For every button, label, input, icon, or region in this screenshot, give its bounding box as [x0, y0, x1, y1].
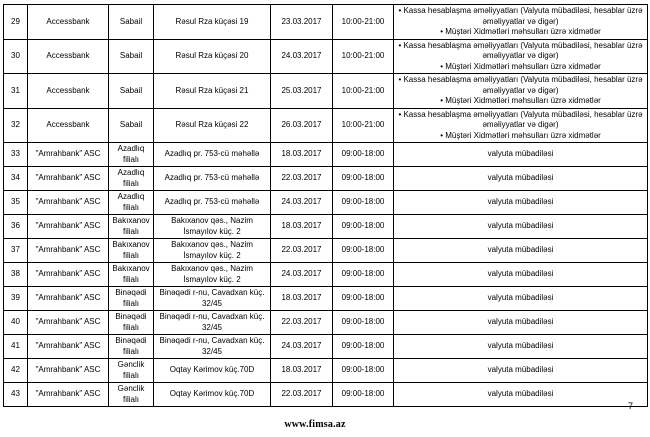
cell-date: 24.03.2017	[271, 335, 333, 359]
cell-time: 10:00-21:00	[333, 108, 394, 143]
table-row	[4, 215, 648, 239]
cell-services: valyuta mübadiləsi	[394, 311, 648, 335]
table-row	[4, 143, 648, 167]
cell-time: 09:00-18:00	[333, 215, 394, 239]
cell-date: 24.03.2017	[271, 39, 333, 74]
service-bullet-item: • Kassa hesablaşma əməliyyatları (Valyuta mübadiləsi, hesablar üzrə əməliyyatlar və digər)	[398, 40, 643, 60]
cell-row-number: 30	[4, 39, 28, 74]
cell-date: 23.03.2017	[271, 5, 333, 40]
cell-row-number: 38	[4, 263, 28, 287]
table-row	[4, 287, 648, 311]
table-row	[4, 383, 648, 407]
service-bullet-item: • Kassa hesablaşma əməliyyatları (Valyuta mübadiləsi, hesablar üzrə əməliyyatlar və digər)	[398, 6, 643, 26]
cell-address: Binəqədi r-nu, Cavadxan küç. 32/45	[154, 311, 271, 335]
cell-date: 22.03.2017	[271, 239, 333, 263]
cell-bank-name: "Amrahbank" ASC	[28, 263, 109, 287]
service-bullet-item: • Müştəri Xidmətləri məhsulları üzrə xidmətlər	[440, 130, 601, 140]
service-bullet-item: • Müştəri Xidmətləri məhsulları üzrə xidmətlər	[440, 27, 601, 36]
cell-services	[394, 108, 648, 143]
cell-date: 22.03.2017	[271, 383, 333, 407]
cell-bank-name: "Amrahbank" ASC	[28, 215, 109, 239]
cell-branch-name: Azadlıq filialı	[109, 143, 154, 167]
service-bullet-item: • Müştəri Xidmətləri məhsulları üzrə xidmətlər	[440, 96, 601, 105]
cell-bank-name: Accessbank	[28, 74, 109, 109]
cell-bank-name: Accessbank	[28, 5, 109, 40]
cell-time: 09:00-18:00	[333, 335, 394, 359]
table-row	[4, 74, 648, 109]
table-row	[4, 335, 648, 359]
cell-time: 09:00-18:00	[333, 359, 394, 383]
cell-time: 10:00-21:00	[333, 5, 394, 40]
cell-row-number: 29	[4, 5, 28, 40]
cell-row-number: 42	[4, 359, 28, 383]
table-row	[4, 191, 648, 215]
cell-branch-name: Bakıxanov filialı	[109, 215, 154, 239]
cell-address: Rəsul Rza küçəsi 21	[154, 74, 271, 109]
cell-services: valyuta mübadiləsi	[394, 287, 648, 311]
cell-time: 09:00-18:00	[333, 287, 394, 311]
cell-row-number: 31	[4, 74, 28, 109]
cell-row-number: 40	[4, 311, 28, 335]
table-row	[4, 239, 648, 263]
cell-services: valyuta mübadiləsi	[394, 215, 648, 239]
cell-address: Azadlıq pr. 753-cü məhəllə	[154, 143, 271, 167]
cell-bank-name: Accessbank	[28, 108, 109, 143]
cell-branch-name: Bakıxanov filialı	[109, 263, 154, 287]
cell-address: Binəqədi r-nu, Cavadxan küç. 32/45	[154, 335, 271, 359]
cell-date: 18.03.2017	[271, 359, 333, 383]
cell-bank-name: "Amrahbank" ASC	[28, 287, 109, 311]
cell-address: Azadlıq pr. 753-cü məhəllə	[154, 167, 271, 191]
cell-branch-name: Binəqədi filialı	[109, 335, 154, 359]
cell-branch-name: Gənclik filialı	[109, 383, 154, 407]
cell-date: 24.03.2017	[271, 191, 333, 215]
cell-address: Bakıxanov qəs., Nazim İsmayılov küç. 2	[154, 263, 271, 287]
cell-bank-name: "Amrahbank" ASC	[28, 143, 109, 167]
table-row	[4, 39, 648, 74]
cell-bank-name: "Amrahbank" ASC	[28, 383, 109, 407]
cell-services: valyuta mübadiləsi	[394, 359, 648, 383]
cell-row-number: 37	[4, 239, 28, 263]
cell-bank-name: "Amrahbank" ASC	[28, 191, 109, 215]
cell-services	[394, 5, 648, 40]
page-number: 7	[627, 401, 633, 411]
bank-branch-schedule-table	[3, 4, 648, 407]
cell-row-number: 43	[4, 383, 28, 407]
cell-services	[394, 74, 648, 109]
cell-row-number: 32	[4, 108, 28, 143]
cell-address: Azadlıq pr. 753-cü məhəllə	[154, 191, 271, 215]
cell-services: valyuta mübadiləsi	[394, 383, 648, 407]
cell-address: Rəsul Rza küçəsi 19	[154, 5, 271, 40]
cell-branch-name: Gənclik filialı	[109, 359, 154, 383]
cell-time: 10:00-21:00	[333, 39, 394, 74]
cell-time: 09:00-18:00	[333, 239, 394, 263]
cell-date: 22.03.2017	[271, 167, 333, 191]
cell-services	[394, 39, 648, 74]
cell-bank-name: "Amrahbank" ASC	[28, 311, 109, 335]
cell-bank-name: Accessbank	[28, 39, 109, 74]
cell-branch-name: Binəqədi filialı	[109, 311, 154, 335]
cell-row-number: 34	[4, 167, 28, 191]
cell-row-number: 36	[4, 215, 28, 239]
cell-address: Bakıxanov qəs., Nazim İsmayılov küç. 2	[154, 215, 271, 239]
cell-services: valyuta mübadiləsi	[394, 167, 648, 191]
cell-date: 25.03.2017	[271, 74, 333, 109]
cell-branch-name: Sabail	[109, 39, 154, 74]
table-row	[4, 167, 648, 191]
cell-time: 09:00-18:00	[333, 167, 394, 191]
cell-address: Rəsul Rza küçəsi 22	[154, 108, 271, 143]
cell-row-number: 41	[4, 335, 28, 359]
cell-date: 18.03.2017	[271, 287, 333, 311]
cell-address: Rəsul Rza küçəsi 20	[154, 39, 271, 74]
cell-branch-name: Bakıxanov filialı	[109, 239, 154, 263]
cell-services: valyuta mübadiləsi	[394, 335, 648, 359]
table-row	[4, 108, 648, 143]
service-bullet-item: • Kassa hesablaşma əməliyyatları (Valyuta mübadiləsi, hesablar üzrə əməliyyatlar və digər)	[398, 75, 643, 95]
cell-services: valyuta mübadiləsi	[394, 143, 648, 167]
cell-time: 09:00-18:00	[333, 383, 394, 407]
cell-branch-name: Azadlıq filialı	[109, 191, 154, 215]
cell-branch-name: Sabail	[109, 74, 154, 109]
cell-services: valyuta mübadiləsi	[394, 263, 648, 287]
service-bullet-item: • Kassa hesablaşma əməliyyatları (Valyuta mübadiləsi, hesablar üzrə əməliyyatlar və digər)	[398, 109, 643, 129]
table-row	[4, 263, 648, 287]
cell-row-number: 33	[4, 143, 28, 167]
cell-branch-name: Azadlıq filialı	[109, 167, 154, 191]
cell-time: 09:00-18:00	[333, 143, 394, 167]
table-row	[4, 359, 648, 383]
cell-bank-name: "Amrahbank" ASC	[28, 167, 109, 191]
cell-address: Oqtay Kərimov küç.70D	[154, 359, 271, 383]
cell-date: 22.03.2017	[271, 311, 333, 335]
cell-address: Binəqədi r-nu, Cavadxan küç. 32/45	[154, 287, 271, 311]
cell-date: 18.03.2017	[271, 143, 333, 167]
cell-bank-name: "Amrahbank" ASC	[28, 239, 109, 263]
cell-row-number: 39	[4, 287, 28, 311]
cell-bank-name: "Amrahbank" ASC	[28, 359, 109, 383]
cell-time: 09:00-18:00	[333, 311, 394, 335]
cell-time: 09:00-18:00	[333, 191, 394, 215]
cell-date: 24.03.2017	[271, 263, 333, 287]
footer-website-url: www.fimsa.az	[284, 419, 346, 430]
table-row	[4, 5, 648, 40]
cell-services: valyuta mübadiləsi	[394, 239, 648, 263]
cell-address: Oqtay Kərimov küç.70D	[154, 383, 271, 407]
bank-schedule-table-body	[4, 5, 648, 407]
cell-branch-name: Binəqədi filialı	[109, 287, 154, 311]
cell-bank-name: "Amrahbank" ASC	[28, 335, 109, 359]
cell-branch-name: Sabail	[109, 5, 154, 40]
table-row	[4, 311, 648, 335]
cell-row-number: 35	[4, 191, 28, 215]
cell-date: 18.03.2017	[271, 215, 333, 239]
cell-address: Bakıxanov qəs., Nazim İsmayılov küç. 2	[154, 239, 271, 263]
cell-services: valyuta mübadiləsi	[394, 191, 648, 215]
cell-date: 26.03.2017	[271, 108, 333, 143]
cell-branch-name: Sabail	[109, 108, 154, 143]
service-bullet-item: • Müştəri Xidmətləri məhsulları üzrə xidmətlər	[440, 61, 601, 71]
cell-time: 09:00-18:00	[333, 263, 394, 287]
cell-time: 10:00-21:00	[333, 74, 394, 109]
